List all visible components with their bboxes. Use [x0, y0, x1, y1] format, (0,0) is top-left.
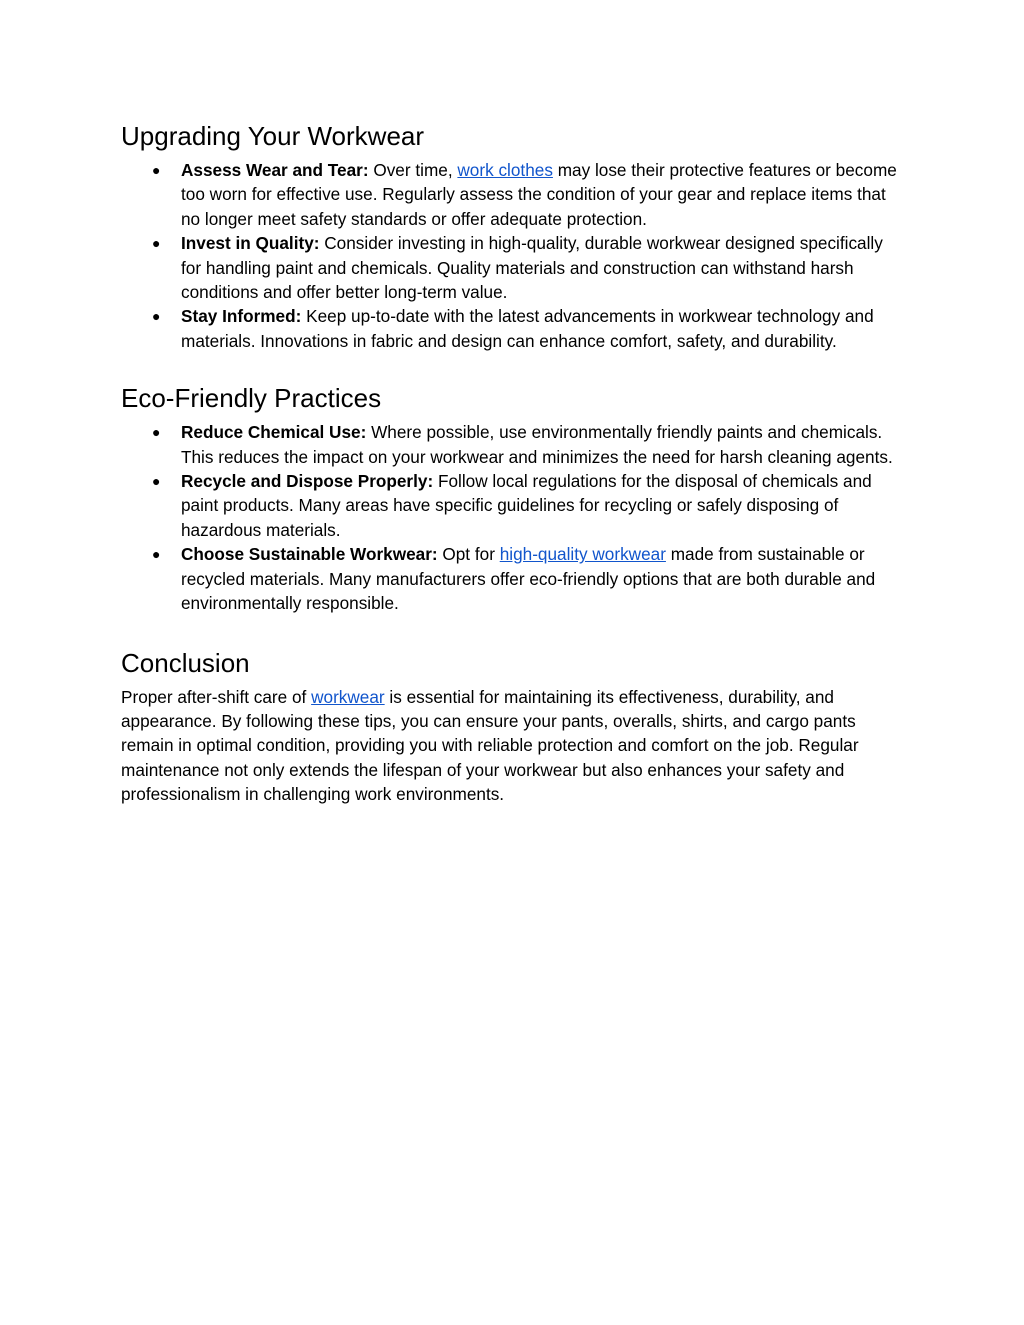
item-text: Opt for — [437, 544, 500, 565]
bullet-icon: ● — [152, 546, 161, 563]
item-text: Over time, — [368, 160, 458, 180]
bullet-icon: ● — [152, 162, 161, 178]
workwear-link[interactable]: workwear — [311, 686, 385, 707]
document-page — [121, 119, 906, 837]
list-item — [121, 469, 906, 542]
item-lead: Stay Informed: — [181, 306, 302, 327]
paragraph-text: is essential for maintaining its effectiveness, durability, and appearance. By following these tips, you can ensure your pants, overalls, shirts, and cargo pants remain in optimal condition, providing you with reliable protection and comfort on the job. Regular maintenance not only extends the lifespan of your workwear but also enhances your safety and professionalism in challenging work environments. — [121, 686, 859, 805]
item-lead: Recycle and Dispose Properly: — [181, 471, 434, 492]
item-text: Where possible, use environmentally friendly paints and chemicals. This reduces the impact on your workwear and minimizes the need for harsh cleaning agents. — [181, 422, 893, 467]
item-lead: Reduce Chemical Use: — [181, 422, 367, 443]
list-item — [121, 231, 906, 304]
section-eco-friendly-practices — [121, 381, 906, 615]
section-heading: Conclusion — [121, 647, 250, 678]
item-text: Consider investing in high-quality, durable workwear designed specifically for handling paint and chemicals. Quality materials and construction can withstand harsh conditions and offer better long-term value. — [181, 233, 883, 303]
section-heading: Upgrading Your Workwear — [121, 121, 425, 151]
bullet-list — [121, 158, 906, 353]
bullet-list — [121, 420, 906, 615]
item-text: made from sustainable or recycled materials. Many manufacturers offer eco-friendly options that are both durable and environmentally responsible. — [181, 544, 876, 614]
list-item — [121, 420, 906, 469]
item-text: Follow local regulations for the disposal of chemicals and paint products. Many areas have specific guidelines for recycling or safely disposing of hazardous materials. — [181, 471, 872, 540]
list-item — [121, 542, 906, 615]
conclusion-paragraph — [121, 685, 906, 807]
section-conclusion — [121, 646, 906, 807]
item-text: may lose their protective features or become too worn for effective use. Regularly assess the condition of your gear and replace items that no longer meet safety standards or offer adequate protection. — [181, 160, 897, 229]
section-upgrading-workwear — [121, 119, 906, 353]
high-quality-workwear-link[interactable]: high-quality workwear — [499, 544, 666, 565]
item-lead: Assess Wear and Tear: — [181, 160, 369, 180]
item-lead: Invest in Quality: — [181, 233, 320, 254]
list-item — [121, 158, 906, 231]
work-clothes-link[interactable]: work clothes — [457, 160, 553, 180]
paragraph-text: Proper after-shift care of — [121, 686, 312, 707]
section-heading: Eco-Friendly Practices — [121, 383, 382, 414]
item-lead: Choose Sustainable Workwear: — [181, 544, 438, 565]
bullet-icon: ● — [152, 308, 161, 325]
list-item — [121, 304, 906, 353]
item-text: Keep up-to-date with the latest advancements in workwear technology and materials. Innovations in fabric and design can enhance comfort, safety, and durability. — [181, 306, 874, 351]
bullet-icon: ● — [152, 424, 161, 441]
bullet-icon: ● — [152, 235, 161, 252]
bullet-icon: ● — [152, 473, 161, 490]
